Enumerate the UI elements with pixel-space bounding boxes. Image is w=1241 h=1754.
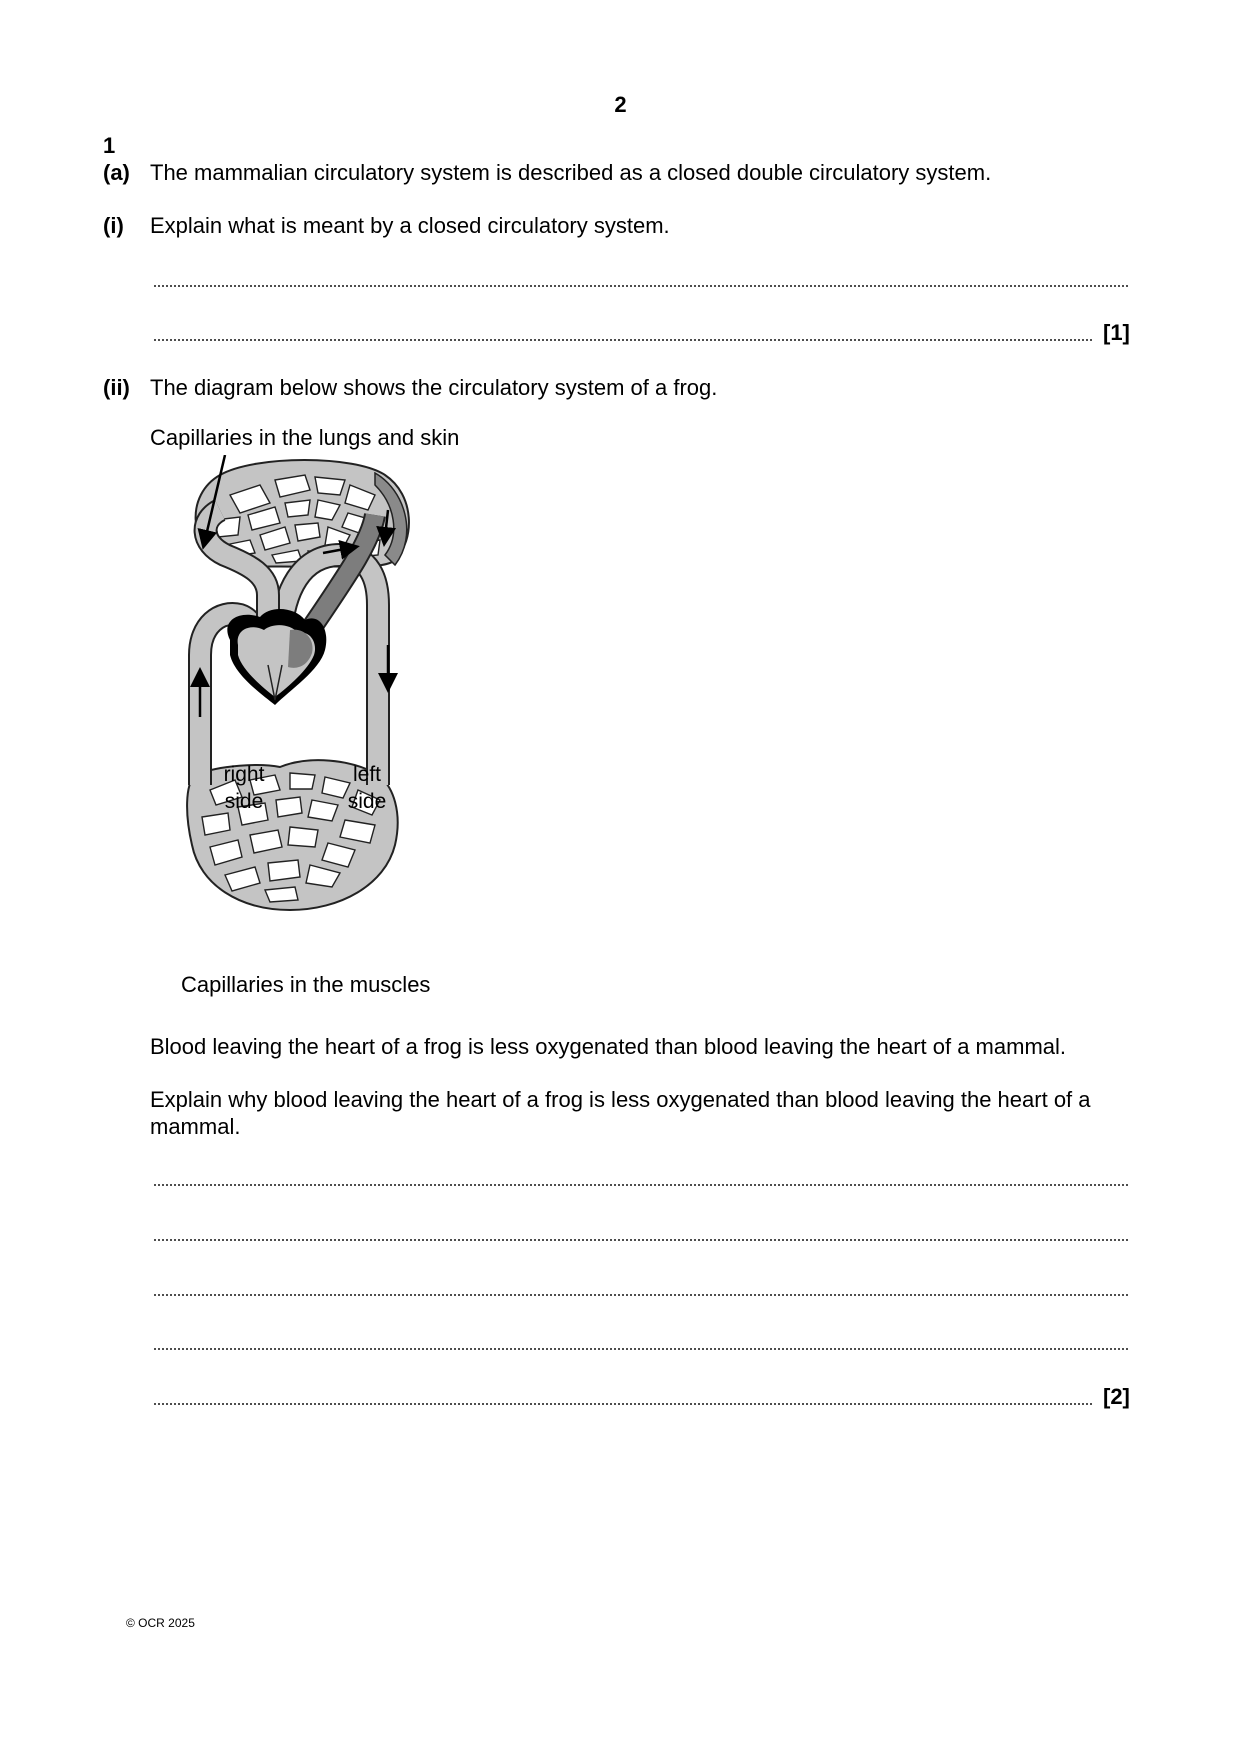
part-i-label: (i) (103, 213, 124, 238)
diagram-top-label: Capillaries in the lungs and skin (150, 425, 460, 450)
part-ii-stem-2-line-2: mammal. (150, 1114, 241, 1139)
answer-line[interactable] (153, 284, 1129, 288)
answer-line[interactable] (153, 338, 1093, 342)
answer-line[interactable] (153, 1293, 1129, 1297)
answer-line[interactable] (153, 1402, 1093, 1406)
frog-circulatory-diagram (180, 455, 450, 975)
part-ii-stem-1: Blood leaving the heart of a frog is less oxygenated than blood leaving the heart of a mammal. (150, 1034, 1067, 1059)
marks-label: [2] (1103, 1384, 1130, 1409)
part-a-label: (a) (103, 160, 130, 185)
heart (227, 609, 326, 705)
answer-line[interactable] (153, 1183, 1129, 1187)
marks-label: [1] (1103, 320, 1130, 345)
part-i-text: Explain what is meant by a closed circulatory system. (150, 213, 670, 238)
part-a-text: The mammalian circulatory system is described as a closed double circulatory system. (150, 160, 992, 185)
left-side-label-2: side (347, 790, 387, 813)
answer-line[interactable] (153, 1347, 1129, 1351)
part-ii-stem-2-line-1: Explain why blood leaving the heart of a frog is less oxygenated than blood leaving the heart of a (150, 1087, 1091, 1112)
copyright-footer: © OCR 2025 (126, 1616, 195, 1630)
right-side-label-1: right (223, 763, 265, 786)
part-ii-label: (ii) (103, 375, 130, 400)
part-ii-intro: The diagram below shows the circulatory system of a frog. (150, 375, 718, 400)
diagram-bottom-label: Capillaries in the muscles (181, 972, 431, 997)
question-number: 1 (103, 133, 116, 158)
left-side-label-1: left (352, 763, 381, 786)
right-side-label-2: side (224, 790, 264, 813)
answer-line[interactable] (153, 1238, 1129, 1242)
page-number: 2 (614, 92, 627, 117)
